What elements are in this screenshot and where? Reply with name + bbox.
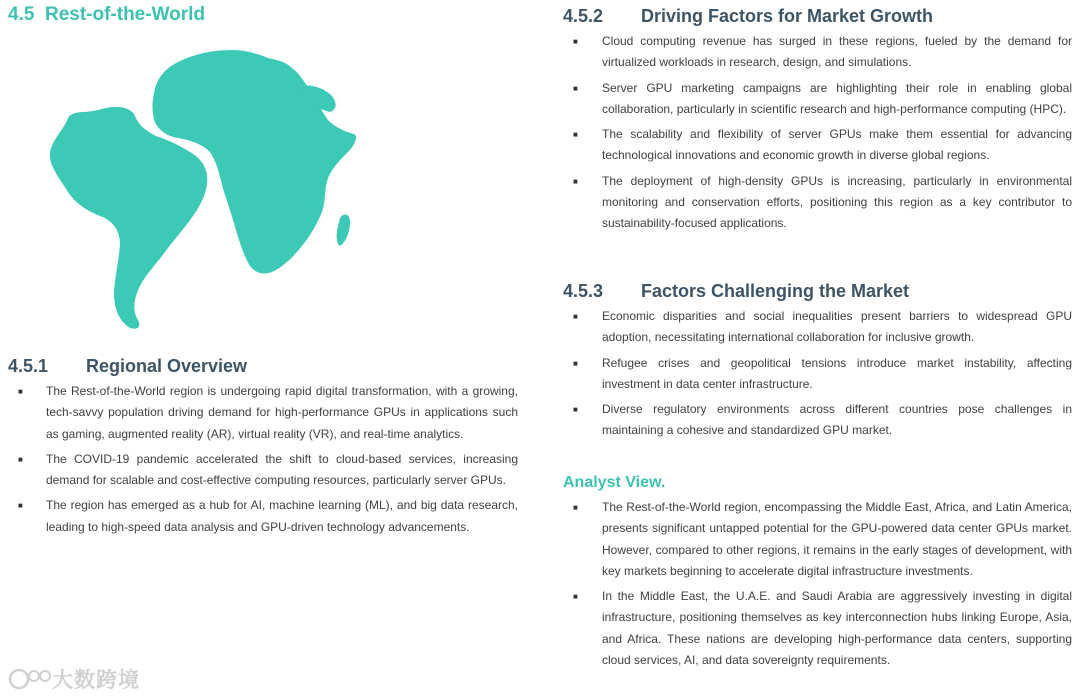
bullet-marker: ■ bbox=[573, 83, 578, 93]
bullet-text: Economic disparities and social inequalities present barriers to widespread GPU adoption, necessitating international collaboration for inclusive growth. bbox=[602, 309, 1072, 345]
list-item bbox=[18, 449, 518, 492]
bullet-marker: ■ bbox=[573, 176, 578, 186]
list-item bbox=[573, 586, 1072, 671]
bullet-text: Server GPU marketing campaigns are highlighting their role in enabling global collaboration, particularly in scientific research and high-performance computing (HPC). bbox=[602, 80, 1072, 116]
regional-overview-number: 4.5.1 bbox=[8, 356, 49, 376]
bullet-text: The deployment of high-density GPUs is increasing, particularly in environmental monitoring and conservation efforts, positioning this region as a key contributor to sustainability-focused applications. bbox=[602, 173, 1072, 231]
world-map-icon bbox=[40, 40, 390, 335]
south-america-shape bbox=[50, 107, 207, 329]
bullet-text: Refugee crises and geopolitical tensions introduce market instability, affecting investment in data center infrastructure. bbox=[602, 355, 1072, 391]
watermark-logo-icon bbox=[8, 667, 52, 691]
regional-overview-heading bbox=[8, 356, 247, 377]
analyst-view-heading: Analyst View. bbox=[563, 474, 666, 491]
list-item bbox=[573, 124, 1072, 167]
list-item bbox=[573, 353, 1072, 396]
bullet-text: In the Middle East, the U.A.E. and Saudi Arabia are aggressively investing in digital infrastructure, positioning themselves as key interconnection hubs linking Europe, Asia, and Africa. These nations are developing high-performance data centers, supporting cloud services, AI, and data sovereignty requirements. bbox=[602, 589, 1072, 668]
bullet-marker: ■ bbox=[573, 130, 578, 140]
section-title: Rest-of-the-World bbox=[44, 4, 206, 25]
challenging-factors-title: Factors Challenging the Market bbox=[641, 281, 910, 301]
driving-factors-list bbox=[573, 31, 1072, 239]
driving-factors-title: Driving Factors for Market Growth bbox=[641, 6, 934, 26]
watermark bbox=[8, 664, 140, 694]
analyst-view-list bbox=[573, 497, 1072, 675]
list-item bbox=[573, 78, 1072, 121]
bullet-text: The Rest-of-the-World region, encompassing the Middle East, Africa, and Latin America, presents significant untapped potential for the GPU-powered data center GPUs market. However, compared to other regions, it remains in the early stages of development, with key markets beginning to accelerate digital infrastructure investments. bbox=[602, 500, 1072, 578]
challenging-factors-number: 4.5.3 bbox=[563, 281, 604, 301]
bullet-marker: ■ bbox=[573, 503, 578, 512]
bullet-text: The Rest-of-the-World region is undergoing rapid digital transformation, with a growing, tech-savvy population driving demand for high-performance GPUs in applications such as gaming, augmented reality (AR), virtual reality (VR), and real-time analytics. bbox=[46, 384, 518, 441]
regional-overview-title: Regional Overview bbox=[86, 356, 248, 376]
bullet-marker: ■ bbox=[573, 405, 578, 415]
bullet-text: Diverse regulatory environments across different countries pose challenges in maintaining a cohesive and standardized GPU market. bbox=[602, 402, 1072, 438]
list-item bbox=[573, 399, 1072, 442]
list-item bbox=[18, 495, 518, 538]
challenging-factors-list bbox=[573, 306, 1072, 446]
bullet-marker: ■ bbox=[18, 454, 23, 464]
bullet-marker: ■ bbox=[573, 37, 578, 46]
bullet-text: Cloud computing revenue has surged in these regions, fueled by the demand for virtualized workloads in research, design, and simulations. bbox=[602, 34, 1072, 70]
list-item bbox=[573, 497, 1072, 582]
section-heading bbox=[8, 4, 205, 26]
list-item bbox=[573, 306, 1072, 349]
driving-factors-number: 4.5.2 bbox=[563, 6, 604, 26]
bullet-marker: ■ bbox=[573, 312, 578, 321]
bullet-marker: ■ bbox=[18, 501, 23, 511]
driving-factors-heading bbox=[563, 6, 933, 27]
bullet-text: The scalability and flexibility of server GPUs make them essential for advancing technological innovations and economic growth in diverse global regions. bbox=[602, 127, 1072, 163]
list-item bbox=[573, 171, 1072, 235]
bullet-text: The region has emerged as a hub for AI, machine learning (ML), and big data research, leading to high-speed data analysis and GPU-driven technology advancements. bbox=[46, 498, 518, 534]
challenging-factors-heading bbox=[563, 281, 909, 302]
regional-overview-list bbox=[18, 381, 518, 542]
bullet-marker: ■ bbox=[573, 592, 578, 602]
list-item bbox=[573, 31, 1072, 74]
list-item bbox=[18, 381, 518, 445]
madagascar-shape bbox=[337, 215, 350, 246]
bullet-marker: ■ bbox=[18, 387, 23, 396]
section-number: 4.5 bbox=[8, 4, 35, 25]
bullet-text: The COVID-19 pandemic accelerated the shift to cloud-based services, increasing demand for scalable and cost-effective computing resources, particularly server GPUs. bbox=[46, 451, 518, 488]
watermark-text: 大数跨境 bbox=[52, 669, 140, 692]
bullet-marker: ■ bbox=[573, 358, 578, 368]
